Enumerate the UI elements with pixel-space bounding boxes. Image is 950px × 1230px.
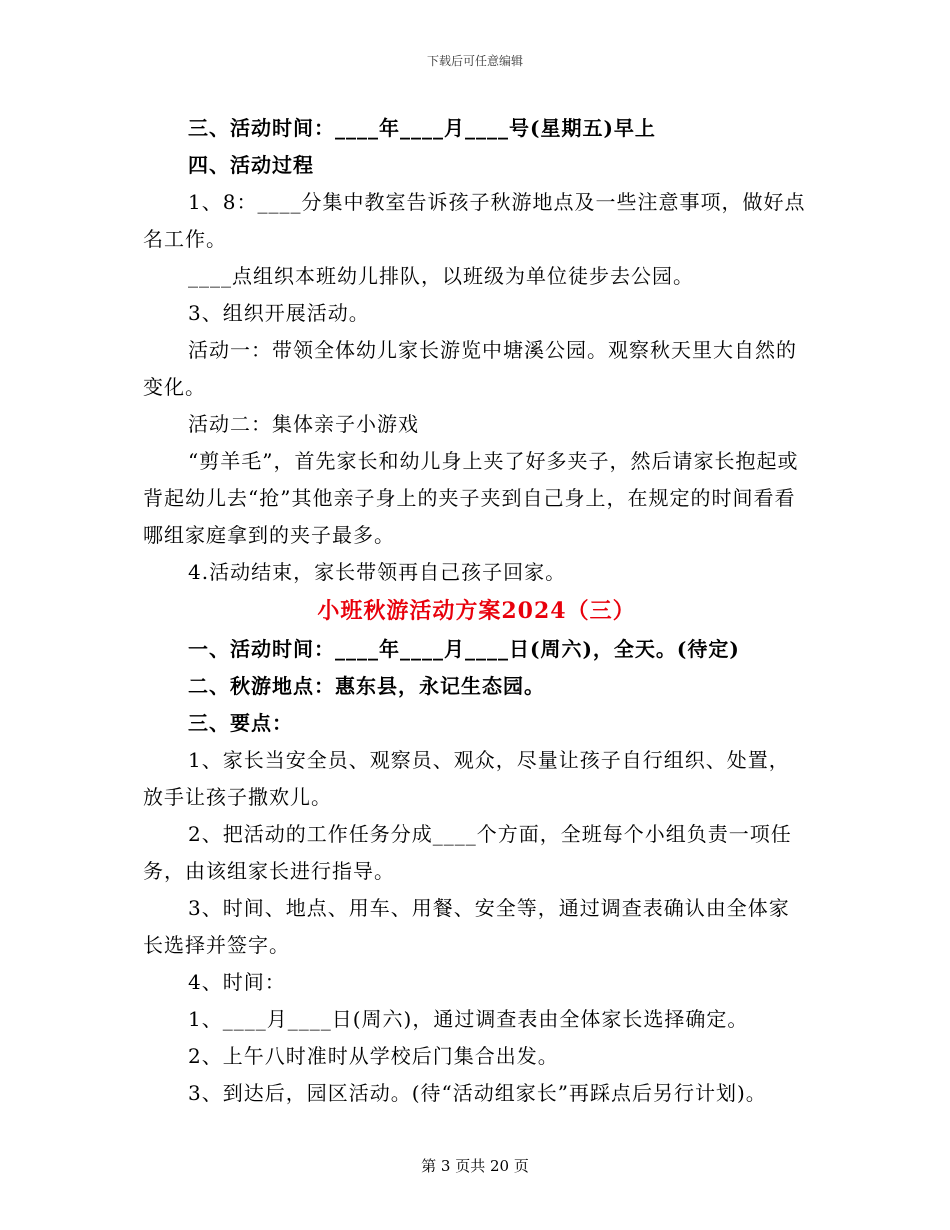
- paragraph: 2、上午八时准时从学校后门集合出发。: [188, 1044, 559, 1068]
- header-note: 下载后可任意编辑: [426, 54, 523, 68]
- section-heading-location: 二、秋游地点：惠东县，永记生态园。: [188, 674, 545, 698]
- paragraph: ____点组织本班幼儿排队，以班级为单位徒步去公园。: [188, 264, 694, 288]
- document-body: [143, 110, 810, 1112]
- section-heading-process: 四、活动过程: [188, 153, 314, 177]
- paragraph: 活动二：集体亲子小游戏: [188, 412, 419, 436]
- paragraph: 3、到达后，园区活动。(待“活动组家长”再踩点后另行计划)。: [188, 1081, 767, 1105]
- paragraph: 3、组织开展活动。: [188, 301, 370, 325]
- paragraph: “剪羊毛”，首先家长和幼儿身上夹了好多夹子，然后请家长抱起或背起幼儿去“抢”其他亲子身上的夹子夹到自己身上，在规定的时间看看哪组家庭拿到的夹子最多。: [143, 449, 799, 547]
- paragraph: 2、把活动的工作任务分成____个方面，全班每个小组负责一项任务，由该组家长进行指导。: [143, 822, 792, 883]
- paragraph: 1、家长当安全员、观察员、观众，尽量让孩子自行组织、处置，放手让孩子撒欢儿。: [143, 748, 790, 809]
- paragraph: 1、8：____分集中教室告诉孩子秋游地点及一些注意事项，做好点名工作。: [143, 190, 806, 251]
- paragraph: 活动一：带领全体幼儿家长游览中塘溪公园。观察秋天里大自然的变化。: [143, 338, 797, 399]
- section-heading-time: 三、活动时间：____年____月____号(星期五)早上: [188, 116, 656, 140]
- section-heading-points: 三、要点：: [188, 711, 293, 735]
- paragraph: 4.活动结束，家长带领再自己孩子回家。: [188, 560, 567, 584]
- paragraph: 4、时间：: [188, 970, 286, 994]
- page-number: 第 3 页共 20 页: [421, 1157, 529, 1175]
- section-title: 小班秋游活动方案2024（三）: [317, 598, 636, 624]
- paragraph: 1、____月____日(周六)，通过调查表由全体家长选择确定。: [188, 1007, 749, 1031]
- section-heading-time: 一、活动时间：____年____月____日(周六)，全天。(待定): [188, 637, 740, 661]
- paragraph: 3、时间、地点、用车、用餐、安全等，通过调查表确认由全体家长选择并签字。: [143, 896, 790, 957]
